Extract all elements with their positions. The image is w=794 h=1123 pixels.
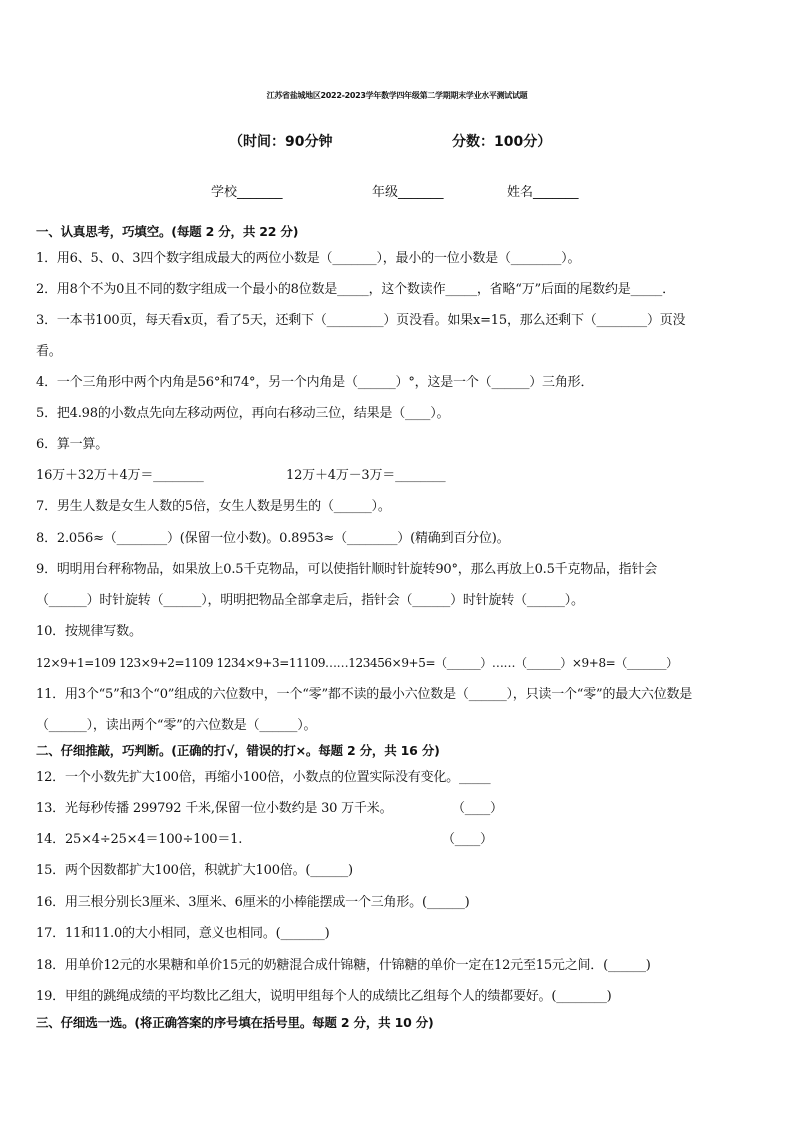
question-16: 16．用三根分别长3厘米、3厘米、6厘米的小棒能摆成一个三角形。(______) — [36, 895, 470, 910]
section1-heading: 一、认真思考，巧填空。(每题 2 分，共 22 分) — [36, 224, 299, 239]
question-11-line1: 11．用3个“5”和3个“0”组成的六位数中，一个“零”都不读的最小六位数是（______），只读一个“零”的最大六位数是 — [36, 687, 693, 702]
question-14: 14．25×4÷25×4＝100÷100＝1. — [36, 832, 243, 847]
question-6: 6．算一算。 — [36, 437, 109, 452]
name-field: 姓名_______ — [507, 185, 579, 200]
exam-score: 分数：100分） — [452, 134, 552, 150]
question-17: 17．11和11.0的大小相同，意义也相同。(_______) — [36, 926, 330, 941]
question-9-line1: 9．明明用台秤称物品，如果放上0.5千克物品，可以使指针顺时针旋转90°，那么再放上0.5千克物品，指针会 — [36, 562, 658, 577]
exam-time: （时间：90分钟 — [229, 134, 333, 150]
section2-heading: 二、仔细推敲，巧判断。(正确的打√，错误的打×。每题 2 分，共 16 分) — [36, 743, 440, 758]
question-6a: 16万＋32万＋4万＝________ — [36, 468, 204, 483]
question-15: 15．两个因数都扩大100倍，积就扩大100倍。(______) — [36, 863, 353, 878]
page-title: 江苏省盐城地区2022-2023学年数学四年级第二学期期末学业水平测试试题 — [266, 91, 528, 100]
question-3-line1: 3．一本书100页，每天看x页，看了5天，还剩下（_________）页没看。如果x=15，那么还剩下（________）页没 — [36, 313, 686, 328]
question-7: 7．男生人数是女生人数的5倍，女生人数是男生的（______）。 — [36, 499, 391, 514]
question-1: 1．用6、5、0、3四个数字组成最大的两位小数是（_______），最小的一位小数是（________）。 — [36, 251, 581, 266]
question-3-line2: 看。 — [36, 344, 62, 359]
question-13-answer: （____） — [452, 801, 503, 816]
question-11-line2: （______），读出两个“零”的六位数是（______）。 — [36, 718, 317, 733]
question-12: 12．一个小数先扩大100倍，再缩小100倍，小数点的位置实际没有变化。_____ — [36, 770, 491, 785]
question-10: 10．按规律写数。 — [36, 624, 142, 639]
question-6b: 12万＋4万－3万＝________ — [286, 468, 446, 483]
section3-heading: 三、仔细选一选。(将正确答案的序号填在括号里。每题 2 分，共 10 分) — [36, 1015, 434, 1030]
question-19: 19．甲组的跳绳成绩的平均数比乙组大，说明甲组每个人的成绩比乙组每个人的绩都要好。(________) — [36, 989, 612, 1004]
question-9-line2: （______）时针旋转（______），明明把物品全部拿走后，指针会（______）时针旋转（______）。 — [36, 593, 584, 608]
question-13: 13．光每秒传播 299792 千米,保留一位小数约是 30 万千米。 — [36, 801, 393, 816]
question-4: 4．一个三角形中两个内角是56°和74°，另一个内角是（______）°，这是一个（______）三角形． — [36, 375, 594, 390]
question-5: 5．把4.98的小数点先向左移动两位，再向右移动三位，结果是（____）。 — [36, 406, 450, 421]
question-18: 18．用单价12元的水果糖和单价15元的奶糖混合成什锦糖，什锦糖的单价一定在12元至15元之间．(______) — [36, 958, 651, 973]
question-8: 8．2.056≈（________）(保留一位小数)。0.8953≈（________）(精确到百分位)。 — [36, 531, 510, 546]
school-field: 学校_______ — [211, 185, 283, 200]
question-2: 2．用8个不为0且不同的数字组成一个最小的8位数是_____，这个数读作_____，省略“万”后面的尾数约是_____． — [36, 282, 675, 297]
grade-field: 年级_______ — [372, 185, 444, 200]
question-10-pattern: 12×9+1=109 123×9+2=1109 1234×9+3=11109……123456×9+5=（______）……（______）×9+8=（_______） — [36, 656, 678, 670]
question-14-answer: （____） — [442, 832, 493, 847]
